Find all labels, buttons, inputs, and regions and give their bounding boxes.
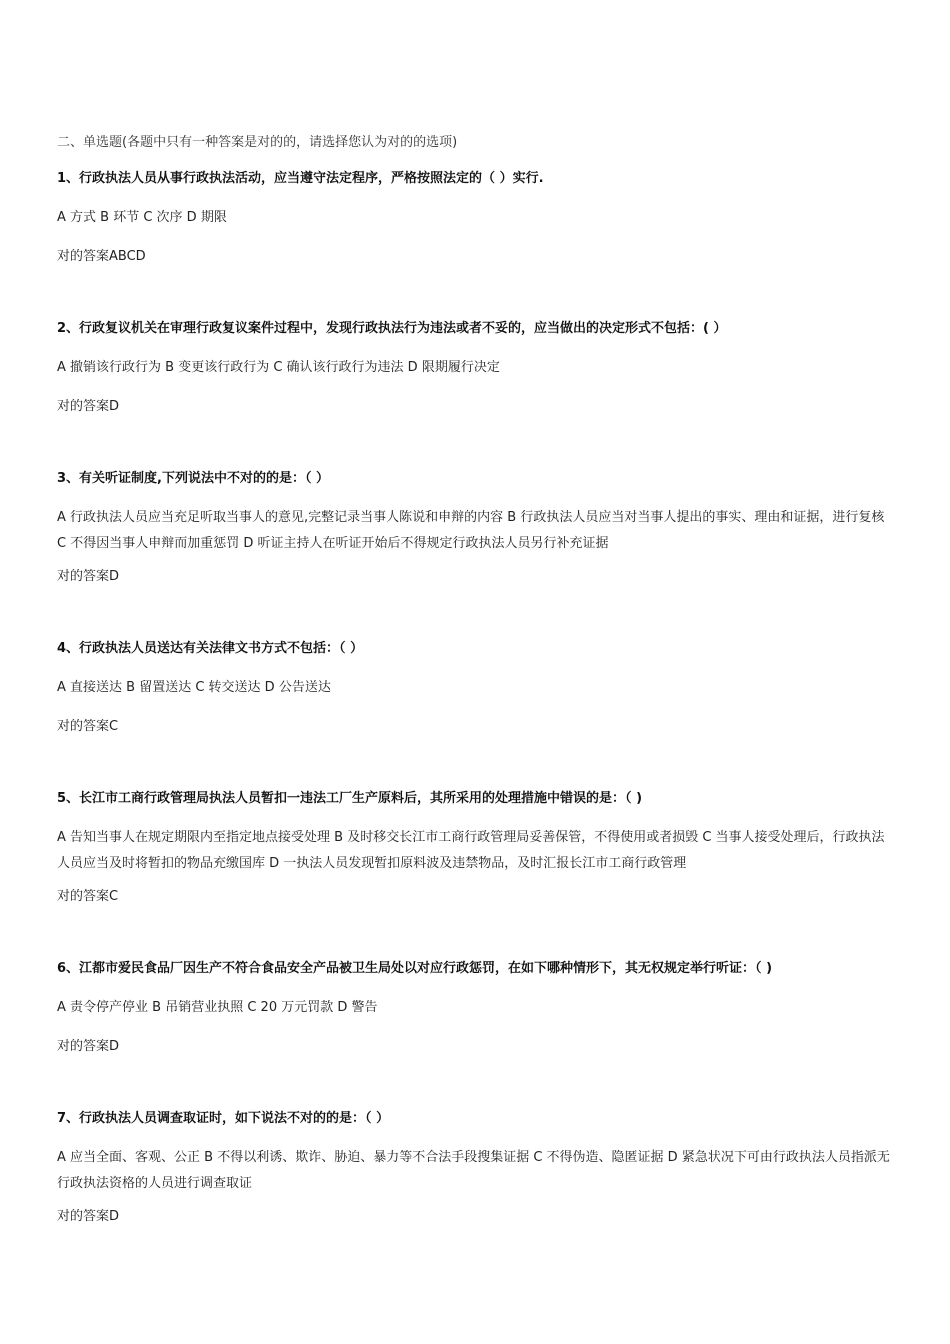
question-3: [57, 469, 893, 587]
question-6: [57, 959, 893, 1057]
spacer: [57, 417, 893, 469]
question-title: 3、有关听证制度,下列说法中不对的的是：（ ）: [57, 471, 330, 486]
question-options: A 告知当事人在规定期限内至指定地点接受处理 B 及时移交长江市工商行政管理局妥善保管，不得使用或者损毁 C 当事人接受处理后，行政执法人员应当及时将暂扣的物品充缴国库 D 一执法人员发现暂扣原料波及违禁物品，及时汇报长江市工商行政管理: [57, 830, 885, 871]
question-answer: 对的答案D: [57, 569, 120, 584]
question-title: 4、行政执法人员送达有关法律文书方式不包括：（ ）: [57, 641, 364, 656]
question-answer: 对的答案C: [57, 889, 119, 904]
document-page: [57, 133, 893, 1227]
question-options: A 直接送达 B 留置送达 C 转交送达 D 公告送达: [57, 680, 331, 695]
question-7: [57, 1109, 893, 1227]
question-options: A 行政执法人员应当充足听取当事人的意见,完整记录当事人陈说和申辩的内容 B 行政执法人员应当对当事人提出的事实、理由和证据，进行复核 C 不得因当事人申辩而加重惩罚 D 听证主持人在听证开始后不得规定行政执法人员另行补充证据: [57, 510, 885, 551]
question-answer: 对的答案D: [57, 399, 120, 414]
question-answer: 对的答案ABCD: [57, 249, 146, 264]
question-options: A 撤销该行政行为 B 变更该行政行为 C 确认该行政行为违法 D 限期履行决定: [57, 360, 500, 375]
spacer: [57, 1057, 893, 1109]
spacer: [57, 737, 893, 789]
question-title: 6、江都市爱民食品厂因生产不符合食品安全产品被卫生局处以对应行政惩罚，在如下哪种情形下，其无权规定举行听证：（ ): [57, 961, 773, 976]
question-answer: 对的答案D: [57, 1209, 120, 1224]
question-4: [57, 639, 893, 737]
question-answer: 对的答案C: [57, 719, 119, 734]
spacer: [57, 267, 893, 319]
question-answer: 对的答案D: [57, 1039, 120, 1054]
spacer: [57, 907, 893, 959]
question-2: [57, 319, 893, 417]
question-title: 1、行政执法人员从事行政执法活动，应当遵守法定程序，严格按照法定的（ ）实行.: [57, 171, 544, 186]
question-title: 2、行政复议机关在审理行政复议案件过程中，发现行政执法行为违法或者不妥的，应当做出的决定形式不包括：( ）: [57, 321, 727, 336]
question-1: [57, 169, 893, 267]
question-options: A 应当全面、客观、公正 B 不得以利诱、欺诈、胁迫、暴力等不合法手段搜集证据 C 不得伪造、隐匿证据 D 紧急状况下可由行政执法人员指派无行政执法资格的人员进行调查取证: [57, 1150, 890, 1191]
question-options: A 方式 B 环节 C 次序 D 期限: [57, 210, 227, 225]
spacer: [57, 587, 893, 639]
section-heading: 二、单选题(各题中只有一种答案是对的的，请选择您认为对的的选项): [57, 135, 458, 150]
question-title: 7、行政执法人员调查取证时，如下说法不对的的是：（ ）: [57, 1111, 390, 1126]
question-title: 5、长江市工商行政管理局执法人员暂扣一违法工厂生产原料后，其所采用的处理措施中错误的是：（ ): [57, 791, 643, 806]
question-5: [57, 789, 893, 907]
question-options: A 责令停产停业 B 吊销营业执照 C 20 万元罚款 D 警告: [57, 1000, 378, 1015]
